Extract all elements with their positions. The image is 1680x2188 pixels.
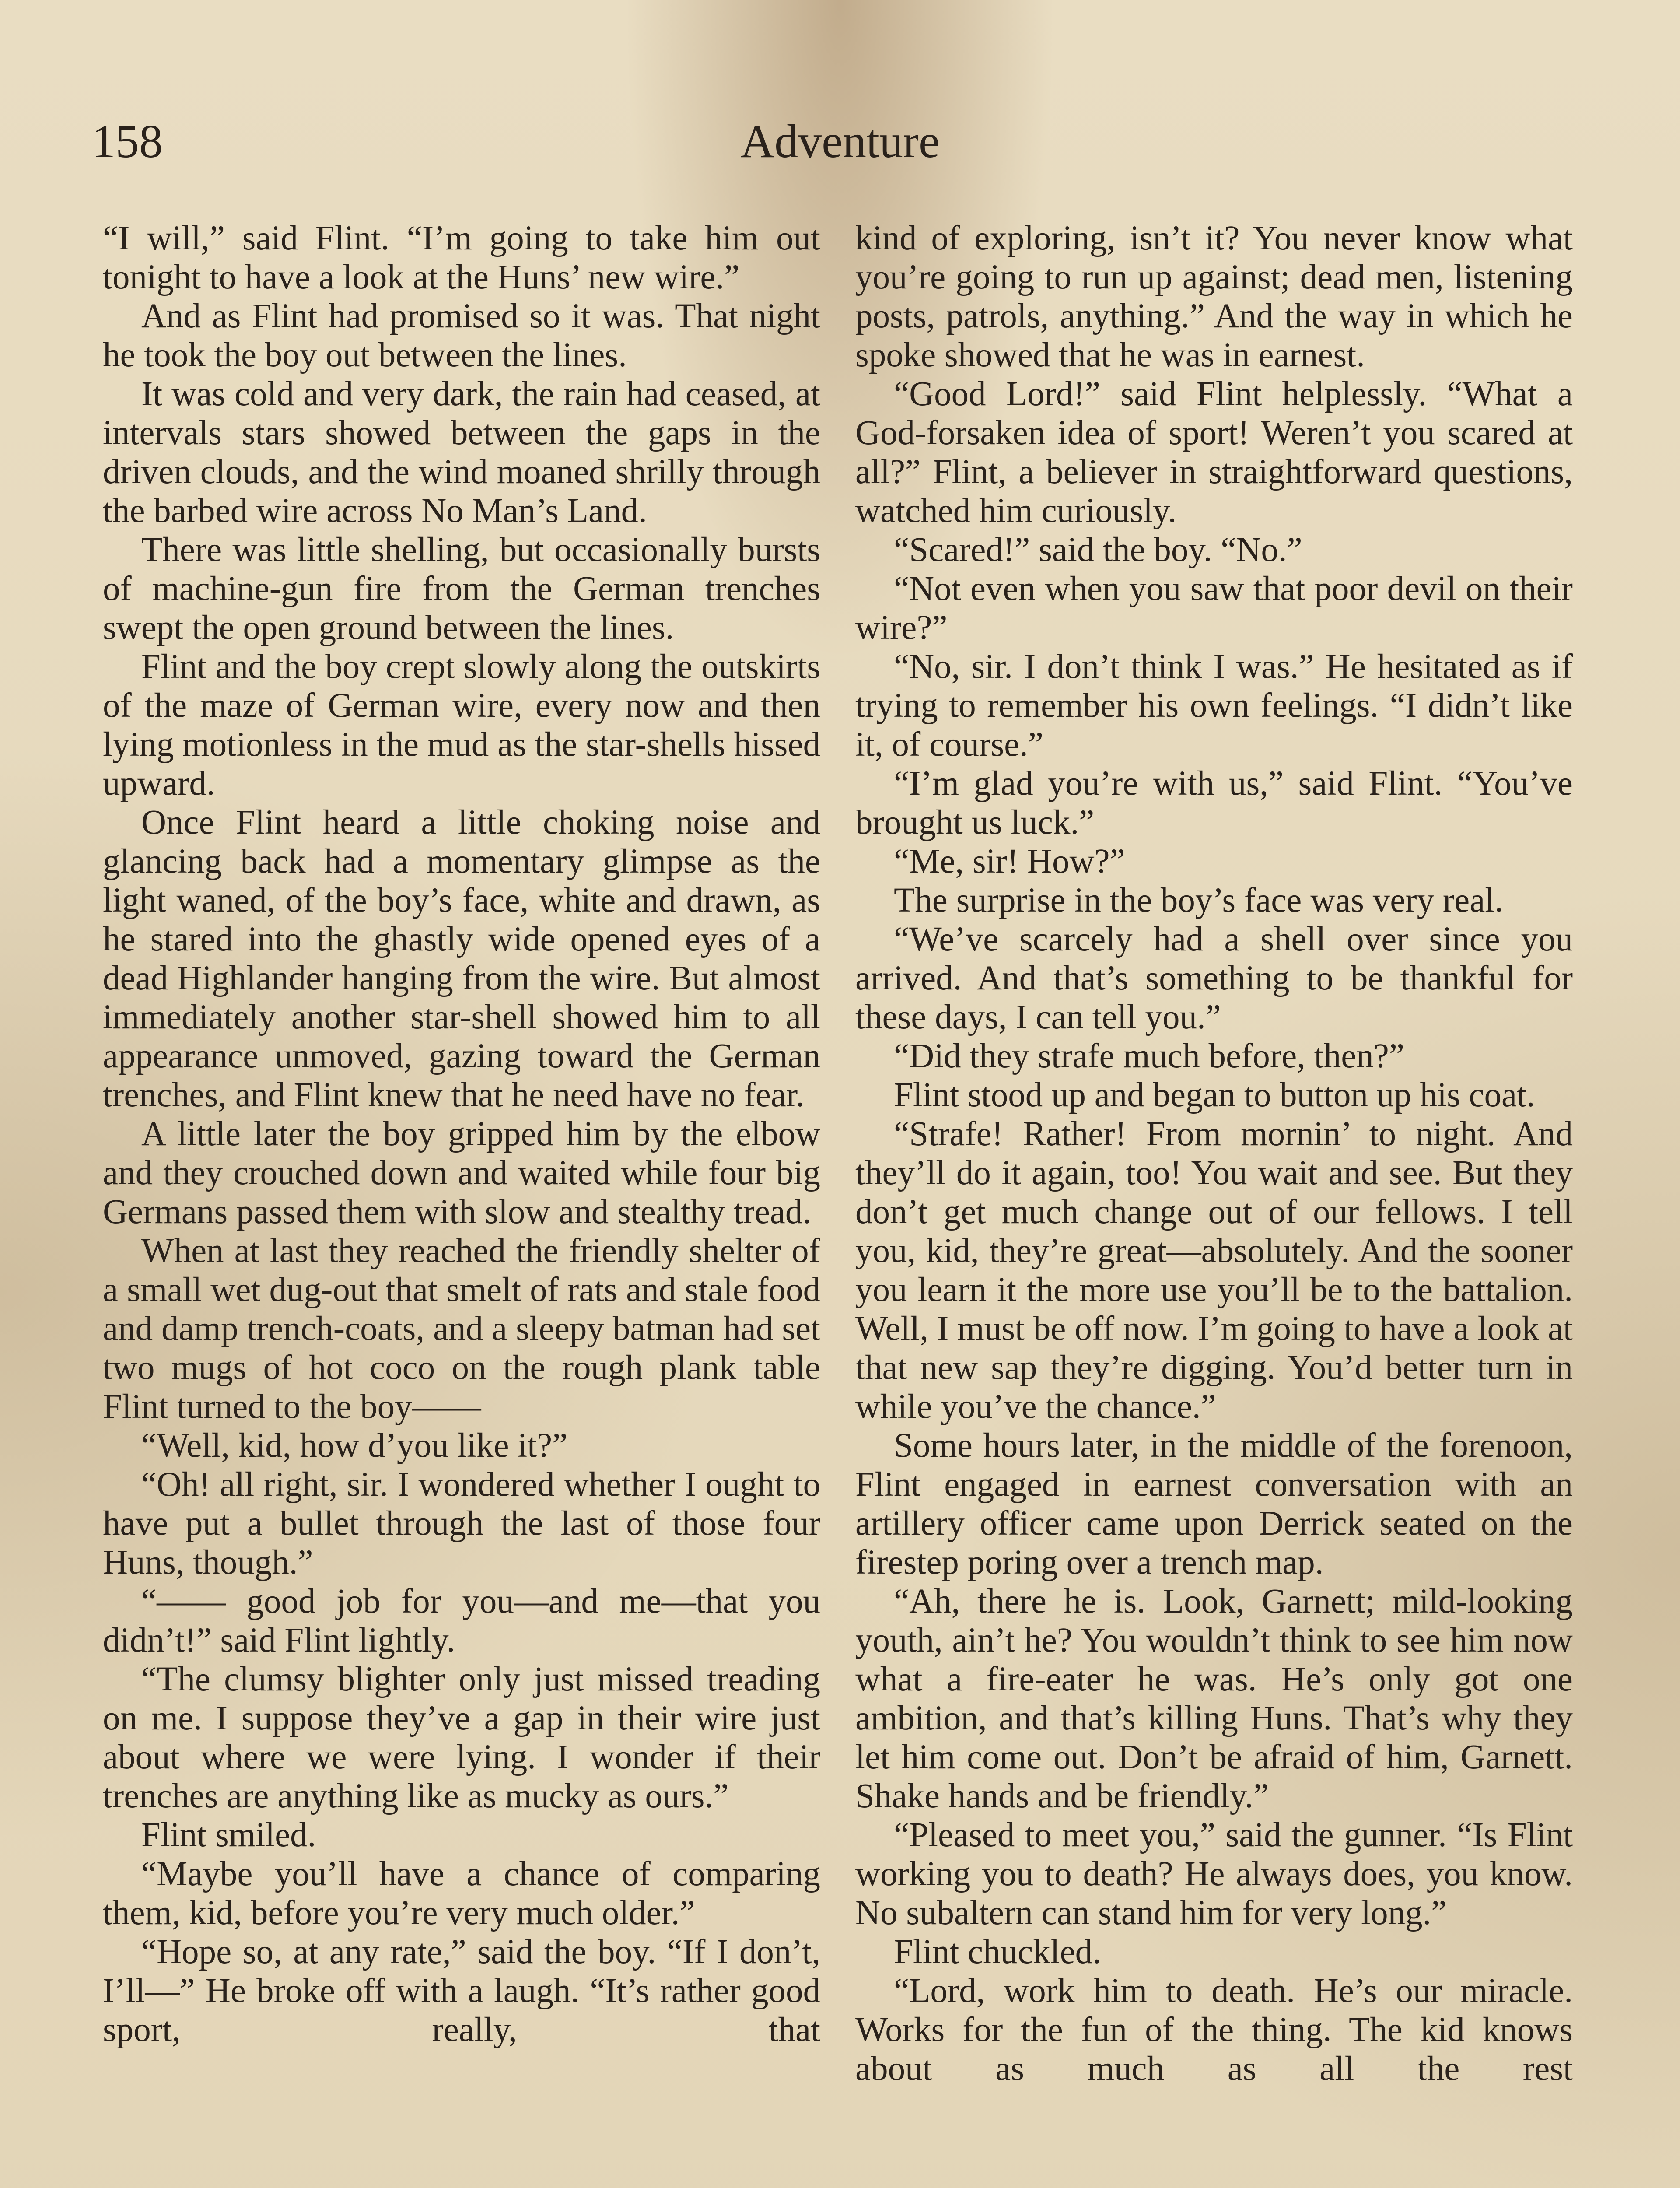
paragraph: “Scared!” said the boy. “No.” xyxy=(894,531,1302,569)
paragraph: “Pleased to meet you,” said the gunner. “Is Flint working you to death? He always does, you know. No subaltern can stand him for very long.” xyxy=(855,1816,1573,1932)
paragraph: “Lord, work him to death. He’s our miracle. Works for the fun of the thing. The kid knows about as much as all the rest xyxy=(855,1972,1573,2088)
paragraph: “The clumsy blighter only just missed treading on me. I suppose they’ve a gap in their wire just about where we were lying. I wonder if their trenches are anything like as mucky as ours.” xyxy=(103,1660,820,1815)
paragraph: “We’ve scarcely had a shell over since you arrived. And that’s something to be thankful for these days, I can tell you.” xyxy=(855,920,1573,1036)
paragraph: “I will,” said Flint. “I’m going to take him out tonight to have a look at the Huns’ new wire.” xyxy=(103,219,820,296)
paragraph: The surprise in the boy’s face was very real. xyxy=(894,881,1503,919)
paragraph: When at last they reached the friendly shelter of a small wet dug-out that smelt of rats and stale food and damp trench-coats, and a sleepy batman had set two mugs of hot coco on the rough plank table Flint turned to the boy—— xyxy=(103,1232,820,1426)
paragraph: “—— good job for you—and me—that you didn’t!” said Flint lightly. xyxy=(103,1582,820,1659)
paragraph: “Me, sir! How?” xyxy=(894,842,1125,880)
paragraph: Flint and the boy crept slowly along the outskirts of the maze of German wire, every now and then lying motionless in the mud as the star-shells hissed upward. xyxy=(103,648,820,803)
paragraph: “Well, kid, how d’you like it?” xyxy=(141,1427,568,1465)
paragraph: Flint smiled. xyxy=(141,1816,316,1854)
paragraph: “Not even when you saw that poor devil on their wire?” xyxy=(855,570,1573,647)
paragraph: “Hope so, at any rate,” said the boy. “If I don’t, I’ll—” He broke off with a laugh. “It’s rather good sport, really, that xyxy=(103,1933,820,2049)
paragraph: “Oh! all right, sir. I wondered whether I ought to have put a bullet through the last of those four Huns, though.” xyxy=(103,1466,820,1581)
page-number: 158 xyxy=(92,116,163,168)
paragraph: kind of exploring, isn’t it? You never know what you’re going to run up against; dead men, listening posts, patrols, anything.” And the way in which he spoke showed that he was in earnest. xyxy=(855,219,1573,374)
paragraph: “Did they strafe much before, then?” xyxy=(894,1037,1404,1075)
paragraph: “Good Lord!” said Flint helplessly. “What a God-forsaken idea of sport! Weren’t you scared at all?” Flint, a believer in straightforward questions, watched him curiously. xyxy=(855,375,1573,530)
paragraph: “Strafe! Rather! From mornin’ to night. And they’ll do it again, too! You wait and see. But they don’t get much change out of our fellows. I tell you, kid, they’re great—absolutely. And the sooner you learn it the more use you’ll be to the battalion. Well, I must be off now. I’m going to have a look at that new sap they’re digging. You’d better turn in while you’ve the chance.” xyxy=(855,1115,1573,1426)
paragraph: Flint stood up and began to button up his coat. xyxy=(894,1076,1535,1114)
paragraph: There was little shelling, but occasionally bursts of machine-gun fire from the German trenches swept the open ground between the lines. xyxy=(103,531,820,647)
text-column-left xyxy=(103,219,820,2049)
paragraph: Flint chuckled. xyxy=(894,1933,1101,1971)
paragraph: “No, sir. I don’t think I was.” He hesitated as if trying to remember his own feelings. “I didn’t like it, of course.” xyxy=(855,648,1573,764)
running-head: Adventure xyxy=(740,116,940,168)
text-column-right xyxy=(855,219,1573,2088)
paragraph: A little later the boy gripped him by the elbow and they crouched down and waited while four big Germans passed them with slow and stealthy tread. xyxy=(103,1115,820,1231)
paragraph: And as Flint had promised so it was. That night he took the boy out between the lines. xyxy=(103,297,820,374)
paragraph: Once Flint heard a little choking noise and glancing back had a momentary glimpse as the light waned, of the boy’s face, white and drawn, as he stared into the ghastly wide opened eyes of a dead Highlander hanging from the wire. But almost immediately another star-shell showed him to all appearance unmoved, gazing toward the German trenches, and Flint knew that he need have no fear. xyxy=(103,803,820,1114)
paragraph: Some hours later, in the middle of the forenoon, Flint engaged in earnest conversation with an artillery officer came upon Derrick seated on the firestep poring over a trench map. xyxy=(855,1427,1573,1581)
paragraph: It was cold and very dark, the rain had ceased, at intervals stars showed between the gaps in the driven clouds, and the wind moaned shrilly through the barbed wire across No Man’s Land. xyxy=(103,375,820,530)
paragraph: “I’m glad you’re with us,” said Flint. “You’ve brought us luck.” xyxy=(855,764,1573,842)
paragraph: “Ah, there he is. Look, Garnett; mild-looking youth, ain’t he? You wouldn’t think to see him now what a fire-eater he was. He’s only got one ambition, and that’s killing Huns. That’s why they let him come out. Don’t be afraid of him, Garnett. Shake hands and be friendly.” xyxy=(855,1582,1573,1815)
paragraph: “Maybe you’ll have a chance of comparing them, kid, before you’re very much older.” xyxy=(103,1855,820,1932)
